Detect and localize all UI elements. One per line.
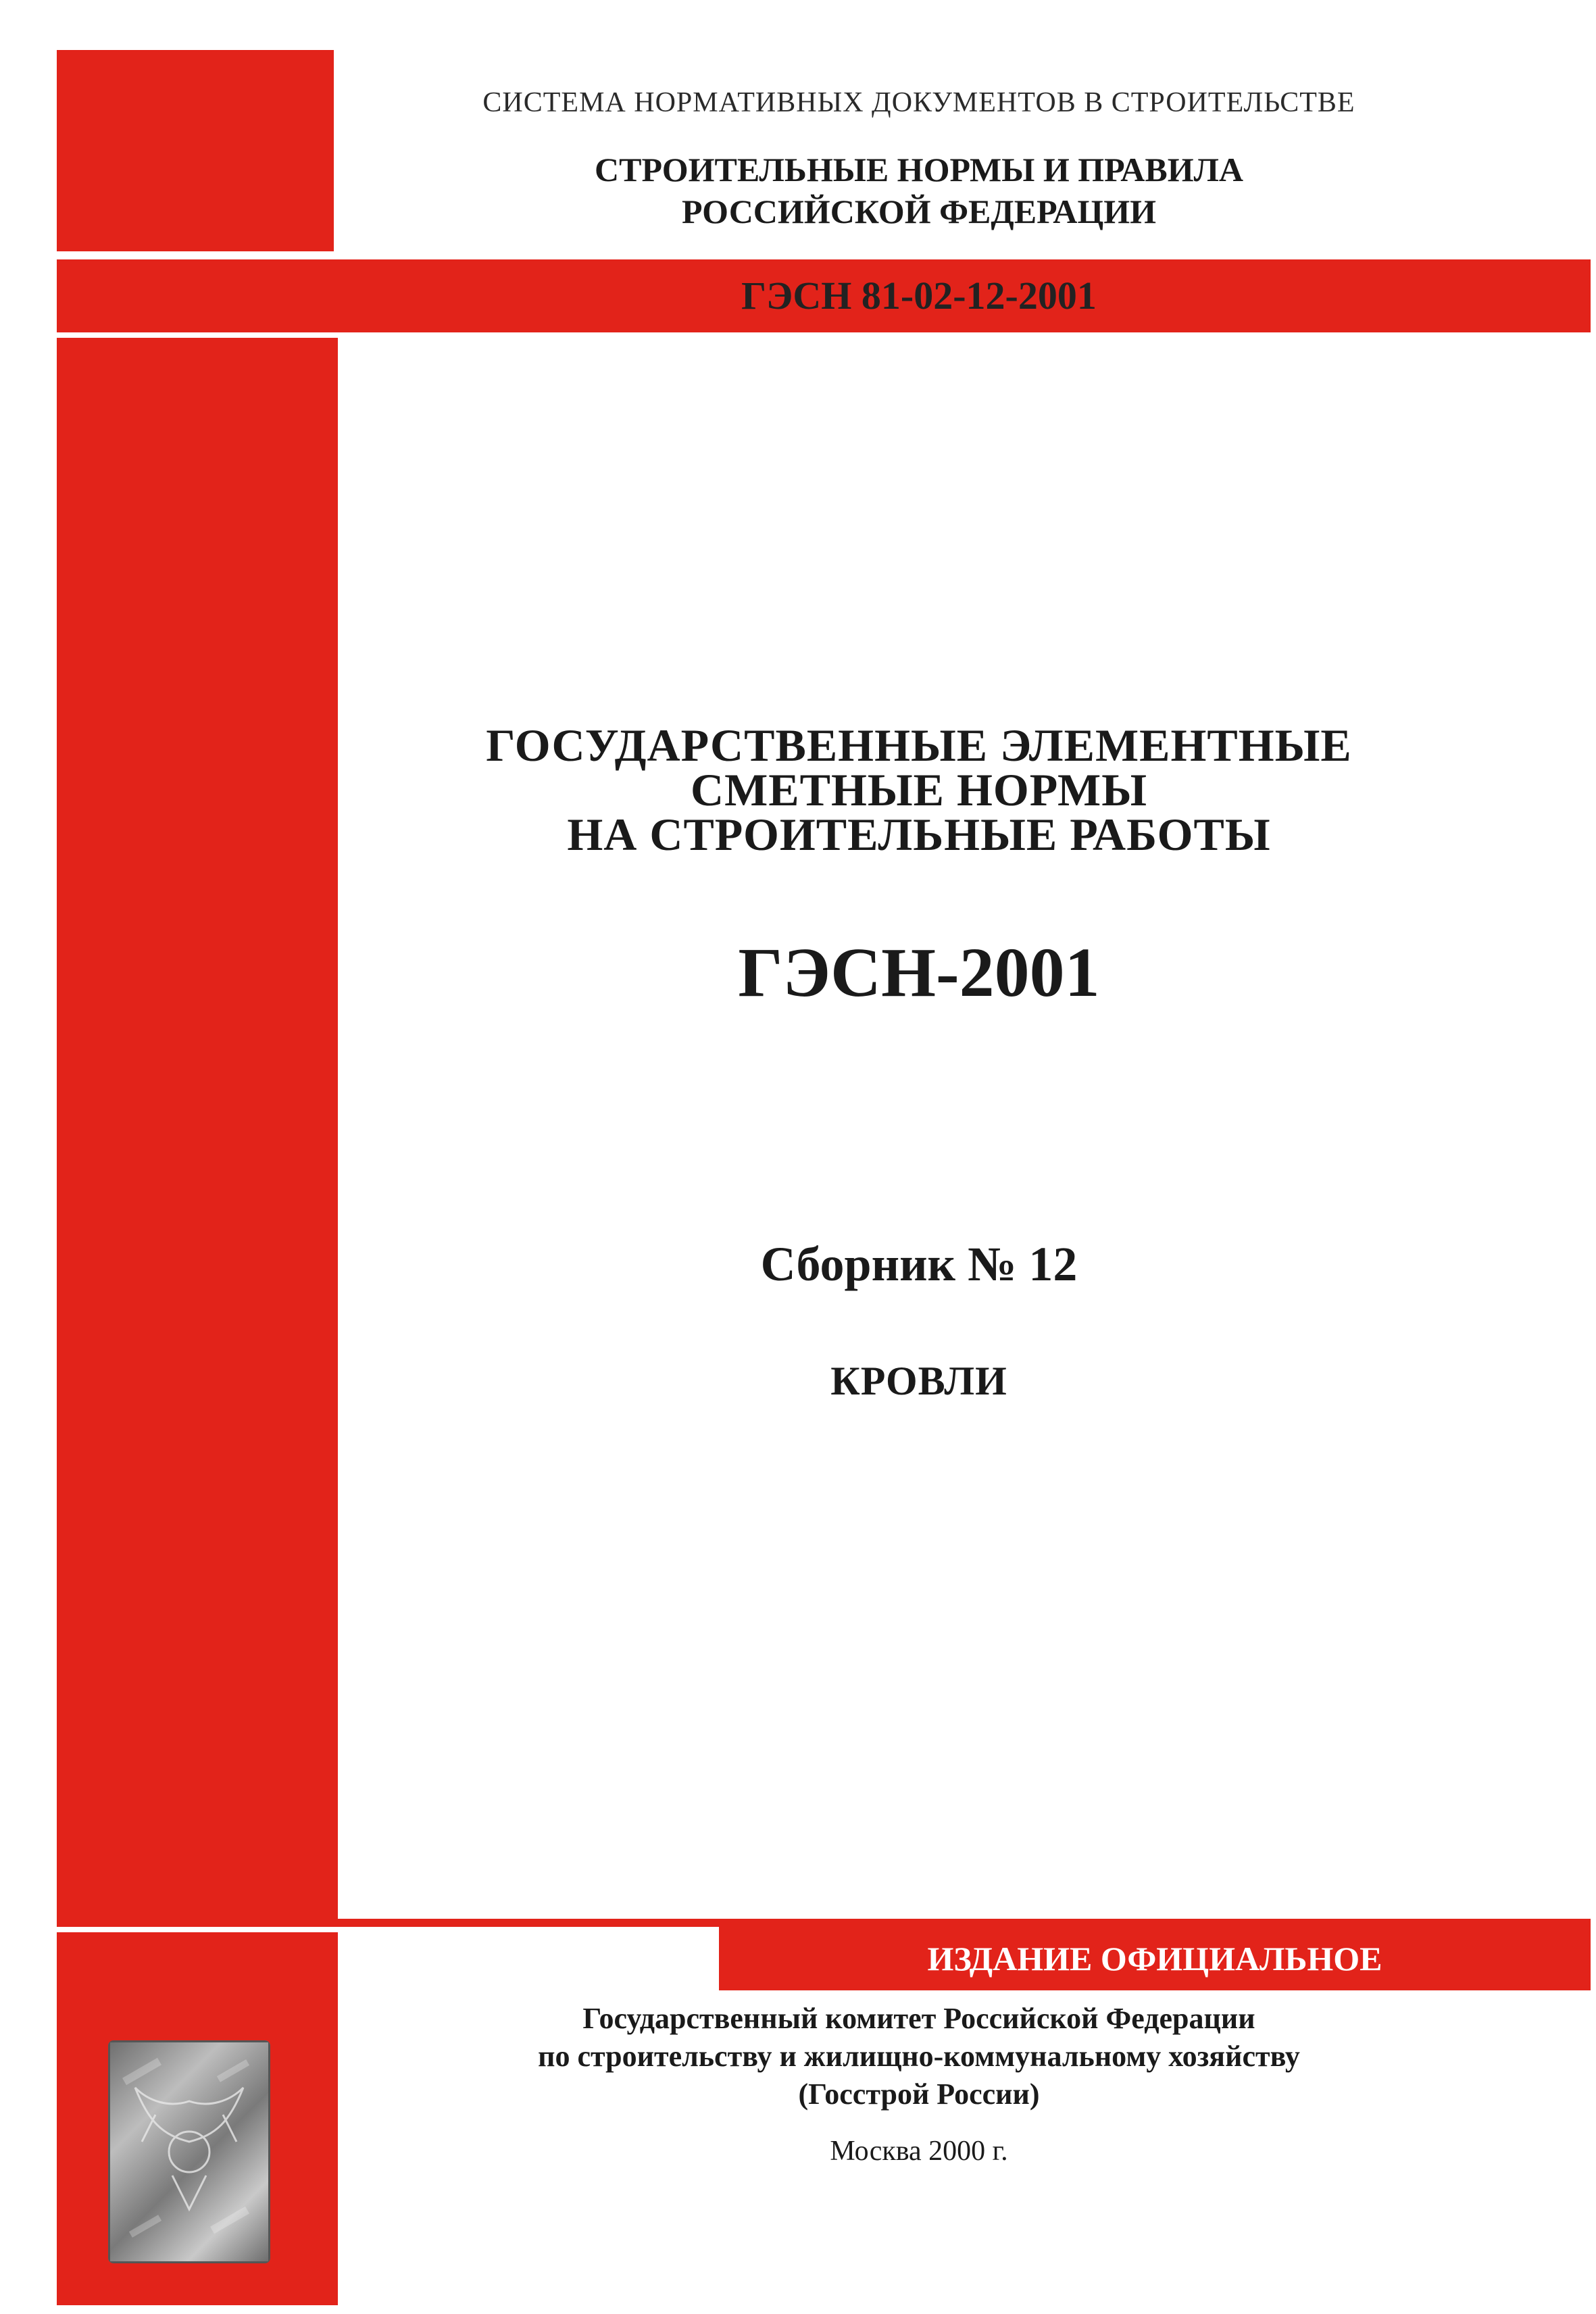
- publisher: [338, 2000, 1500, 2113]
- main-title-line-2: СМЕТНЫЕ НОРМЫ: [691, 764, 1147, 815]
- snip-title-line-2: РОССИЙСКОЙ ФЕДЕРАЦИИ: [681, 193, 1157, 230]
- collection-number: Сборник № 12: [760, 1237, 1078, 1291]
- red-bar-left-top: [57, 50, 334, 251]
- publisher-line-1: Государственный комитет Российской Федерации: [582, 2002, 1255, 2035]
- red-bar-left: [57, 338, 338, 1919]
- collection-subject: КРОВЛИ: [830, 1359, 1007, 1403]
- publisher-line-3: (Госстрой России): [798, 2078, 1040, 2111]
- snip-title-line-1: СТРОИТЕЛЬНЫЕ НОРМЫ И ПРАВИЛА: [595, 151, 1243, 188]
- document-code: ГЭСН 81-02-12-2001: [741, 274, 1097, 318]
- main-title-line-1: ГОСУДАРСТВЕННЫЕ ЭЛЕМЕНТНЫЕ: [486, 720, 1352, 771]
- system-title: СИСТЕМА НОРМАТИВНЫХ ДОКУМЕНТОВ В СТРОИТЕЛЬСТВЕ: [482, 87, 1355, 118]
- red-band-bottom-line: [57, 1919, 1591, 1927]
- hologram-seal-icon: [108, 2040, 270, 2263]
- publisher-line-2: по строительству и жилищно-коммунальному хозяйству: [538, 2040, 1300, 2073]
- official-edition-label: ИЗДАНИЕ ОФИЦИАЛЬНОЕ: [927, 1940, 1382, 1978]
- snip-title: [338, 149, 1500, 232]
- city-year: Москва 2000 г.: [830, 2136, 1008, 2167]
- gesn-title: ГЭСН-2001: [738, 934, 1100, 1011]
- main-title: [338, 720, 1500, 860]
- main-title-line-3: НА СТРОИТЕЛЬНЫЕ РАБОТЫ: [567, 809, 1271, 860]
